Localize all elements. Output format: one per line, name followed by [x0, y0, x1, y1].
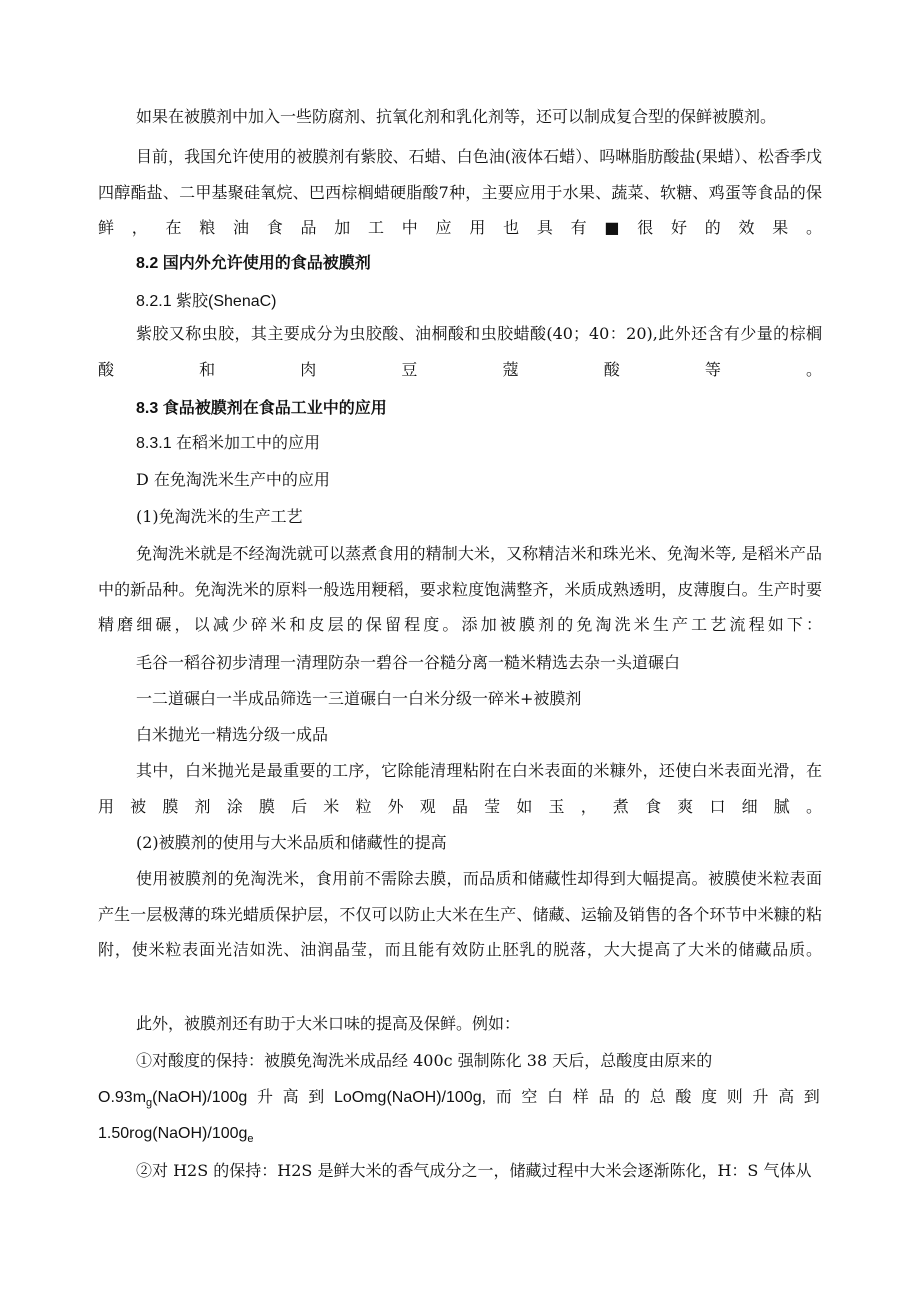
process-flow-line-3: 白米抛光一精选分级一成品	[136, 725, 329, 744]
word: 而	[495, 1089, 512, 1106]
item-1-heading: (1)免淘洗米的生产工艺	[136, 507, 303, 526]
word: 空	[521, 1089, 538, 1106]
process-flow-line-2: 一二道碾白一半成品筛选一三道碾白一白米分级一碎米+被膜剂	[136, 689, 582, 708]
word: 样	[572, 1089, 589, 1106]
acidity-blank-value: $1.50rog(NaOH)/100g_e$	[98, 1125, 254, 1146]
paragraph-composite-coating: 如果在被膜剂中加入一些防腐剂、抗氧化剂和乳化剂等，还可以制成复合型的保鲜被膜剂。	[136, 107, 777, 126]
example-h2s-line: ②对 H2S 的保持：H2S 是鲜大米的香气成分之一，储藏过程中大米会逐渐陈化，H：S 气体从	[136, 1161, 812, 1180]
section-heading-8-2: 8.2 国内外允许使用的食品被膜剂	[136, 255, 371, 272]
subsection-8-3-1: 8.3.1 在稻米加工中的应用	[136, 435, 321, 452]
paragraph-wash-free-rice: 免淘洗米就是不经淘洗就可以蒸煮食用的精制大米，又称精洁米和珠光米、免淘米等, 是稻米产品中的新品种。免淘洗米的原料一般选用粳稻，要求粒度饱满整齐，米质成熟透明，皮薄腹白。生产时要精磨细碾，以减少碎米和皮层的保留程度。添加被膜剂的免淘洗米生产工艺流程如下：	[98, 544, 822, 634]
paragraph-shellac: 紫胶又称虫胶，其主要成分为虫胶酸、油桐酸和虫胶蜡酸(40；40：20),此外还含有少量的棕榈酸和肉豆蔻酸等。	[98, 324, 822, 379]
word: 升	[256, 1089, 273, 1106]
section-heading-8-3: 8.3 食品被膜剂在食品工业中的应用	[136, 400, 387, 417]
word: 到	[803, 1089, 820, 1106]
acidity-treated-value: LoOmg(NaOH)/100g,	[333, 1089, 487, 1106]
word: 升	[752, 1089, 769, 1106]
word: 则	[726, 1089, 743, 1106]
example-acidity-line-1: ①对酸度的保持：被膜免淘洗米成品经 400c 强制陈化 38 天后，总酸度由原来的	[136, 1051, 713, 1070]
item-d-heading: D 在免淘洗米生产中的应用	[136, 470, 330, 489]
acidity-original-value: $O.93m_g(NaOH)/100g$	[98, 1089, 248, 1110]
item-2-heading: (2)被膜剂的使用与大米品质和储藏性的提高	[136, 833, 447, 852]
subsection-8-2-1: 8.2.1 紫胶(ShenaC)	[136, 293, 277, 310]
word: 的	[624, 1089, 641, 1106]
word: 品	[598, 1089, 615, 1106]
word: 度	[701, 1089, 718, 1106]
paragraph-permitted-agents: 目前，我国允许使用的被膜剂有紫胶、石蜡、白色油(液体石蜡）、吗啉脂肪酸盐(果蜡）、松香季戊四醇酯盐、二甲基聚硅氧烷、巴西棕榈蜡硬脂酸7种，主要应用于水果、蔬菜、软糖、鸡蛋等食品的保鲜，在粮油食品加工中应用也具有■很好的效果。	[98, 147, 822, 237]
word: 总	[649, 1089, 666, 1106]
paragraph-quality-storage: 使用被膜剂的免淘洗米，食用前不需除去膜，而品质和储藏性却得到大幅提高。被膜使米粒表面产生一层极薄的珠光蜡质保护层，不仅可以防止大米在生产、储藏、运输及销售的各个环节中米糠的粘附，使米粒表面光洁如洗、油润晶莹，而且能有效防止胚乳的脱落，大大提高了大米的储藏品质。	[98, 869, 822, 959]
word: 高	[778, 1089, 795, 1106]
paragraph-polishing: 其中，白米抛光是最重要的工序，它除能清理粘附在白米表面的米糠外，还使白米表面光滑，在用被膜剂涂膜后米粒外观晶莹如玉，煮食爽口细腻。	[98, 761, 822, 816]
paragraph-freshness: 此外，被膜剂还有助于大米口味的提高及保鲜。例如：	[136, 1014, 521, 1033]
word: 高	[282, 1089, 299, 1106]
word: 白	[547, 1089, 564, 1106]
process-flow-line-1: 毛谷一稻谷初步清理一清理防杂一碧谷一谷糙分离一糙米精选去杂一头道碾白	[136, 653, 681, 672]
word: 到	[308, 1089, 325, 1106]
word: 酸	[675, 1089, 692, 1106]
